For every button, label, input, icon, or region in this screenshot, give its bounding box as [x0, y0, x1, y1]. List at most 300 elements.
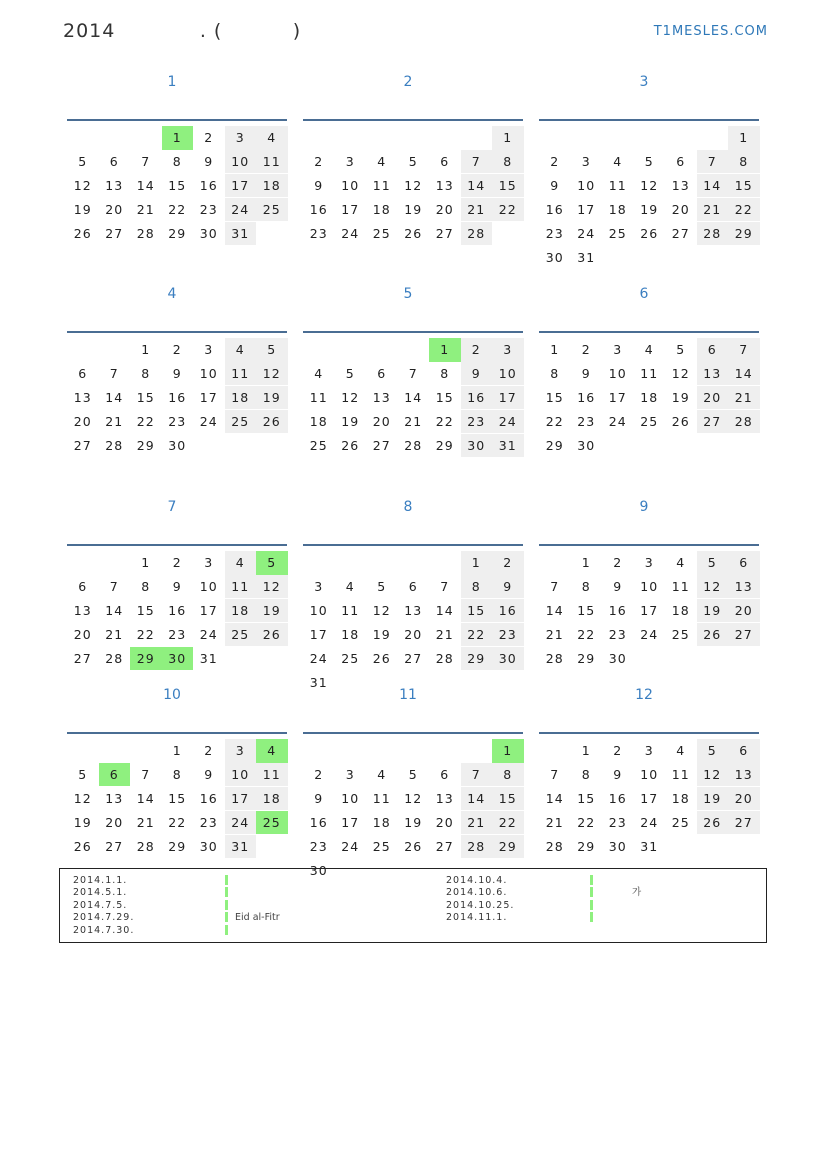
day-cell: 25 — [671, 626, 690, 642]
day-cell: 5 — [644, 153, 654, 169]
day-cell: 18 — [256, 174, 288, 198]
day-cell: 22 — [577, 626, 596, 642]
day-cell: 13 — [404, 602, 423, 618]
day-cell: 19 — [256, 386, 288, 410]
holiday-color-marker — [225, 900, 228, 910]
day-cell: 26 — [73, 225, 92, 241]
day-cell: 15 — [435, 389, 454, 405]
day-cell: 15 — [136, 602, 155, 618]
day-cell: 17 — [492, 386, 524, 410]
day-cell: 26 — [671, 413, 690, 429]
day-cell: 13 — [435, 790, 454, 806]
day-cell: 30 — [162, 647, 194, 671]
day-cell: 13 — [73, 389, 92, 405]
day-cell: 20 — [105, 814, 124, 830]
day-cell: 18 — [309, 413, 328, 429]
day-cell: 8 — [440, 365, 450, 381]
day-cell: 16 — [168, 389, 187, 405]
day-cell: 23 — [492, 623, 524, 647]
day-cell: 13 — [73, 602, 92, 618]
day-cell: 19 — [697, 599, 729, 623]
day-cell: 28 — [105, 437, 124, 453]
day-cell: 15 — [136, 389, 155, 405]
day-cell: 3 — [644, 555, 654, 570]
day-cell: 23 — [608, 626, 627, 642]
day-cell: 7 — [550, 578, 560, 594]
day-cell: 5 — [78, 153, 88, 169]
day-cell: 24 — [309, 650, 328, 666]
day-cell: 20 — [73, 413, 92, 429]
day-cell: 23 — [608, 814, 627, 830]
month-divider — [67, 732, 287, 734]
day-cell: 28 — [435, 650, 454, 666]
day-cell: 24 — [492, 410, 524, 434]
month-title: 6 — [639, 286, 649, 302]
holiday-legend — [59, 868, 767, 943]
day-cell: 17 — [225, 787, 257, 811]
day-cell: 10 — [492, 362, 524, 386]
day-cell: 6 — [109, 153, 119, 169]
day-cell: 26 — [697, 623, 729, 647]
day-cell: 17 — [199, 602, 218, 618]
day-cell: 27 — [435, 838, 454, 854]
day-cell: 18 — [671, 602, 690, 618]
day-cell: 15 — [461, 599, 493, 623]
legend-holiday-name — [235, 875, 280, 887]
holiday-color-marker — [225, 925, 228, 935]
day-cell: 20 — [728, 599, 760, 623]
day-cell: 14 — [728, 362, 760, 386]
day-cell: 5 — [256, 551, 288, 575]
day-cell: 9 — [172, 578, 182, 594]
legend-holiday-name — [632, 900, 641, 912]
day-cell: 27 — [372, 437, 391, 453]
day-cell: 15 — [577, 602, 596, 618]
day-cell: 9 — [613, 578, 623, 594]
day-cell: 4 — [644, 342, 654, 357]
day-cell: 12 — [640, 177, 659, 193]
day-cell: 28 — [136, 838, 155, 854]
day-cell: 1 — [581, 555, 591, 570]
day-cell: 24 — [225, 811, 257, 835]
day-cell: 5 — [676, 342, 686, 357]
day-cell: 4 — [613, 153, 623, 169]
month-title: 2 — [403, 74, 413, 90]
day-cell: 8 — [492, 150, 524, 174]
day-cell: 25 — [341, 650, 360, 666]
month-divider — [67, 119, 287, 121]
day-cell: 5 — [377, 578, 387, 594]
day-cell: 17 — [640, 790, 659, 806]
day-cell: 22 — [461, 623, 493, 647]
day-cell: 11 — [256, 150, 288, 174]
day-cell: 10 — [341, 177, 360, 193]
day-cell: 2 — [613, 743, 623, 758]
day-cell: 17 — [341, 201, 360, 217]
day-cell: 5 — [408, 153, 418, 169]
day-cell: 6 — [377, 365, 387, 381]
day-cell: 27 — [105, 838, 124, 854]
day-cell: 15 — [492, 787, 524, 811]
legend-holiday-name: Eid al-Fitr — [235, 912, 280, 924]
legend-right-markers — [590, 875, 593, 925]
day-cell: 8 — [172, 153, 182, 169]
day-cell: 3 — [492, 338, 524, 362]
day-cell: 18 — [372, 814, 391, 830]
day-cell: 11 — [341, 602, 360, 618]
day-cell: 7 — [408, 365, 418, 381]
day-cell: 18 — [256, 787, 288, 811]
day-cell: 25 — [256, 198, 288, 222]
day-cell: 20 — [671, 201, 690, 217]
day-cell: 21 — [136, 201, 155, 217]
day-cell: 12 — [697, 575, 729, 599]
day-cell: 25 — [225, 623, 257, 647]
day-cell: 10 — [577, 177, 596, 193]
day-cell: 5 — [345, 365, 355, 381]
day-cell: 6 — [99, 763, 131, 787]
day-cell: 29 — [435, 437, 454, 453]
day-cell: 10 — [225, 763, 257, 787]
day-cell: 7 — [728, 338, 760, 362]
month-divider — [303, 544, 523, 546]
day-cell: 7 — [440, 578, 450, 594]
day-cell: 26 — [341, 437, 360, 453]
day-cell: 22 — [728, 198, 760, 222]
day-cell: 9 — [204, 766, 214, 782]
day-cell: 21 — [545, 626, 564, 642]
day-cell: 24 — [341, 838, 360, 854]
day-cell: 6 — [676, 153, 686, 169]
day-cell: 17 — [577, 201, 596, 217]
day-cell: 28 — [404, 437, 423, 453]
day-cell: 11 — [256, 763, 288, 787]
day-cell: 5 — [78, 766, 88, 782]
day-cell: 22 — [492, 811, 524, 835]
day-cell: 1 — [492, 739, 524, 763]
day-cell: 18 — [372, 201, 391, 217]
day-cell: 26 — [256, 410, 288, 434]
day-cell: 5 — [697, 551, 729, 575]
day-cell: 24 — [199, 413, 218, 429]
day-cell: 4 — [225, 551, 257, 575]
day-cell: 22 — [577, 814, 596, 830]
day-cell: 9 — [204, 153, 214, 169]
day-cell: 13 — [105, 790, 124, 806]
day-cell: 8 — [581, 766, 591, 782]
day-cell: 17 — [341, 814, 360, 830]
day-cell: 9 — [461, 362, 493, 386]
day-cell: 12 — [404, 177, 423, 193]
month-title: 9 — [639, 499, 649, 515]
month-divider — [67, 544, 287, 546]
day-cell: 25 — [309, 437, 328, 453]
day-cell: 22 — [545, 413, 564, 429]
day-cell: 16 — [309, 814, 328, 830]
day-cell: 1 — [550, 342, 560, 357]
day-cell: 8 — [461, 575, 493, 599]
day-cell: 8 — [581, 578, 591, 594]
day-cell: 23 — [461, 410, 493, 434]
day-cell: 2 — [204, 743, 214, 758]
month-title: 5 — [403, 286, 413, 302]
day-cell: 27 — [728, 623, 760, 647]
day-cell: 22 — [492, 198, 524, 222]
day-cell: 15 — [168, 790, 187, 806]
legend-left-markers — [225, 875, 228, 937]
day-cell: 5 — [408, 766, 418, 782]
day-cell: 21 — [461, 811, 493, 835]
day-cell: 12 — [404, 790, 423, 806]
day-cell: 11 — [372, 177, 391, 193]
day-cell: 23 — [199, 201, 218, 217]
day-cell: 16 — [461, 386, 493, 410]
day-cell: 20 — [372, 413, 391, 429]
month-title: 11 — [399, 687, 417, 703]
day-cell: 17 — [225, 174, 257, 198]
day-cell: 22 — [136, 413, 155, 429]
day-cell: 1 — [141, 555, 151, 570]
day-cell: 17 — [608, 389, 627, 405]
day-cell: 21 — [545, 814, 564, 830]
month-title: 1 — [167, 74, 177, 90]
day-cell: 13 — [697, 362, 729, 386]
day-cell: 29 — [577, 838, 596, 854]
legend-left-names — [235, 875, 280, 937]
day-cell: 25 — [608, 225, 627, 241]
day-cell: 3 — [345, 766, 355, 782]
day-cell: 1 — [172, 743, 182, 758]
day-cell: 12 — [256, 362, 288, 386]
day-cell: 21 — [697, 198, 729, 222]
day-cell: 5 — [697, 739, 729, 763]
holiday-color-marker — [225, 875, 228, 885]
legend-date: 2014.7.5. — [73, 899, 128, 911]
page-title: 2014 . ( ) — [63, 20, 302, 42]
day-cell: 7 — [461, 763, 493, 787]
legend-date: 2014.10.6. — [446, 887, 508, 899]
day-cell: 30 — [608, 650, 627, 666]
day-cell: 6 — [728, 739, 760, 763]
day-cell: 9 — [314, 790, 324, 806]
day-cell: 14 — [461, 174, 493, 198]
day-cell: 16 — [608, 790, 627, 806]
day-cell: 23 — [168, 626, 187, 642]
day-cell: 8 — [728, 150, 760, 174]
day-cell: 31 — [640, 838, 659, 854]
brand-link[interactable]: T1MESLES.COM — [653, 24, 768, 39]
day-cell: 6 — [78, 578, 88, 594]
day-cell: 30 — [545, 249, 564, 265]
day-cell: 26 — [372, 650, 391, 666]
day-cell: 25 — [225, 410, 257, 434]
day-cell: 4 — [256, 739, 288, 763]
day-cell: 31 — [225, 222, 257, 246]
day-cell: 23 — [199, 814, 218, 830]
day-cell: 19 — [73, 814, 92, 830]
day-cell: 30 — [577, 437, 596, 453]
day-cell: 3 — [225, 739, 257, 763]
day-cell: 3 — [581, 153, 591, 169]
day-cell: 13 — [671, 177, 690, 193]
month-divider — [539, 119, 759, 121]
day-cell: 4 — [377, 153, 387, 169]
day-cell: 29 — [492, 835, 524, 859]
day-cell: 21 — [136, 814, 155, 830]
day-cell: 20 — [73, 626, 92, 642]
day-cell: 4 — [377, 766, 387, 782]
day-cell: 4 — [345, 578, 355, 594]
day-cell: 21 — [404, 413, 423, 429]
day-cell: 13 — [728, 763, 760, 787]
day-cell: 1 — [581, 743, 591, 758]
day-cell: 8 — [492, 763, 524, 787]
day-cell: 21 — [728, 386, 760, 410]
day-cell: 4 — [314, 365, 324, 381]
day-cell: 26 — [73, 838, 92, 854]
holiday-color-marker — [225, 887, 228, 897]
day-cell: 27 — [671, 225, 690, 241]
day-cell: 22 — [435, 413, 454, 429]
day-cell: 31 — [199, 650, 218, 666]
day-cell: 14 — [545, 602, 564, 618]
day-cell: 2 — [172, 342, 182, 357]
day-cell: 21 — [105, 626, 124, 642]
day-cell: 1 — [492, 126, 524, 150]
day-cell: 19 — [404, 814, 423, 830]
legend-holiday-name — [235, 925, 280, 937]
day-cell: 31 — [492, 434, 524, 458]
day-cell: 29 — [577, 650, 596, 666]
day-cell: 12 — [697, 763, 729, 787]
day-cell: 14 — [697, 174, 729, 198]
day-cell: 29 — [728, 222, 760, 246]
legend-date: 2014.10.4. — [446, 875, 508, 886]
day-cell: 10 — [199, 365, 218, 381]
legend-date: 2014.1.1. — [73, 875, 128, 886]
day-cell: 5 — [256, 338, 288, 362]
day-cell: 25 — [372, 225, 391, 241]
day-cell: 14 — [461, 787, 493, 811]
day-cell: 23 — [577, 413, 596, 429]
day-cell: 18 — [608, 201, 627, 217]
day-cell: 14 — [136, 177, 155, 193]
day-cell: 15 — [168, 177, 187, 193]
day-cell: 20 — [435, 201, 454, 217]
day-cell: 2 — [581, 342, 591, 357]
month-divider — [539, 544, 759, 546]
day-cell: 26 — [697, 811, 729, 835]
day-cell: 11 — [671, 766, 690, 782]
day-cell: 13 — [105, 177, 124, 193]
day-cell: 19 — [73, 201, 92, 217]
day-cell: 12 — [372, 602, 391, 618]
day-cell: 26 — [404, 225, 423, 241]
day-cell: 9 — [172, 365, 182, 381]
day-cell: 2 — [314, 153, 324, 169]
day-cell: 9 — [314, 177, 324, 193]
day-cell: 30 — [492, 647, 524, 671]
day-cell: 1 — [728, 126, 760, 150]
day-cell: 25 — [372, 838, 391, 854]
day-cell: 6 — [440, 766, 450, 782]
day-cell: 20 — [105, 201, 124, 217]
legend-holiday-name — [235, 887, 280, 899]
day-cell: 12 — [341, 389, 360, 405]
day-cell: 24 — [577, 225, 596, 241]
day-cell: 1 — [141, 342, 151, 357]
day-cell: 2 — [314, 766, 324, 782]
day-cell: 6 — [728, 551, 760, 575]
day-cell: 30 — [199, 838, 218, 854]
day-cell: 14 — [136, 790, 155, 806]
month-divider — [67, 331, 287, 333]
day-cell: 11 — [671, 578, 690, 594]
day-cell: 7 — [550, 766, 560, 782]
day-cell: 30 — [199, 225, 218, 241]
legend-left-dates — [73, 875, 134, 937]
day-cell: 15 — [545, 389, 564, 405]
day-cell: 16 — [545, 201, 564, 217]
month-title: 8 — [403, 499, 413, 515]
day-cell: 18 — [225, 386, 257, 410]
day-cell: 20 — [435, 814, 454, 830]
day-cell: 28 — [545, 650, 564, 666]
day-cell: 25 — [256, 811, 288, 835]
day-cell: 26 — [640, 225, 659, 241]
day-cell: 22 — [136, 626, 155, 642]
day-cell: 27 — [697, 410, 729, 434]
day-cell: 3 — [613, 342, 623, 357]
day-cell: 19 — [372, 626, 391, 642]
day-cell: 18 — [225, 599, 257, 623]
day-cell: 26 — [256, 623, 288, 647]
month-divider — [539, 732, 759, 734]
day-cell: 23 — [309, 838, 328, 854]
day-cell: 11 — [608, 177, 627, 193]
day-cell: 6 — [78, 365, 88, 381]
day-cell: 10 — [199, 578, 218, 594]
day-cell: 15 — [492, 174, 524, 198]
day-cell: 4 — [676, 743, 686, 758]
day-cell: 13 — [728, 575, 760, 599]
legend-date: 2014.11.1. — [446, 912, 508, 924]
day-cell: 23 — [545, 225, 564, 241]
day-cell: 10 — [225, 150, 257, 174]
day-cell: 3 — [204, 555, 214, 570]
day-cell: 8 — [550, 365, 560, 381]
day-cell: 22 — [168, 814, 187, 830]
day-cell: 28 — [461, 222, 493, 246]
legend-date: 2014.10.25. — [446, 899, 515, 911]
day-cell: 31 — [225, 835, 257, 859]
day-cell: 28 — [697, 222, 729, 246]
day-cell: 10 — [640, 766, 659, 782]
day-cell: 2 — [204, 130, 214, 145]
day-cell: 16 — [577, 389, 596, 405]
day-cell: 28 — [105, 650, 124, 666]
day-cell: 16 — [608, 602, 627, 618]
day-cell: 1 — [461, 551, 493, 575]
day-cell: 12 — [73, 790, 92, 806]
day-cell: 31 — [309, 674, 328, 690]
day-cell: 4 — [225, 338, 257, 362]
day-cell: 8 — [141, 578, 151, 594]
day-cell: 31 — [577, 249, 596, 265]
day-cell: 27 — [728, 811, 760, 835]
day-cell: 9 — [550, 177, 560, 193]
day-cell: 30 — [168, 437, 187, 453]
